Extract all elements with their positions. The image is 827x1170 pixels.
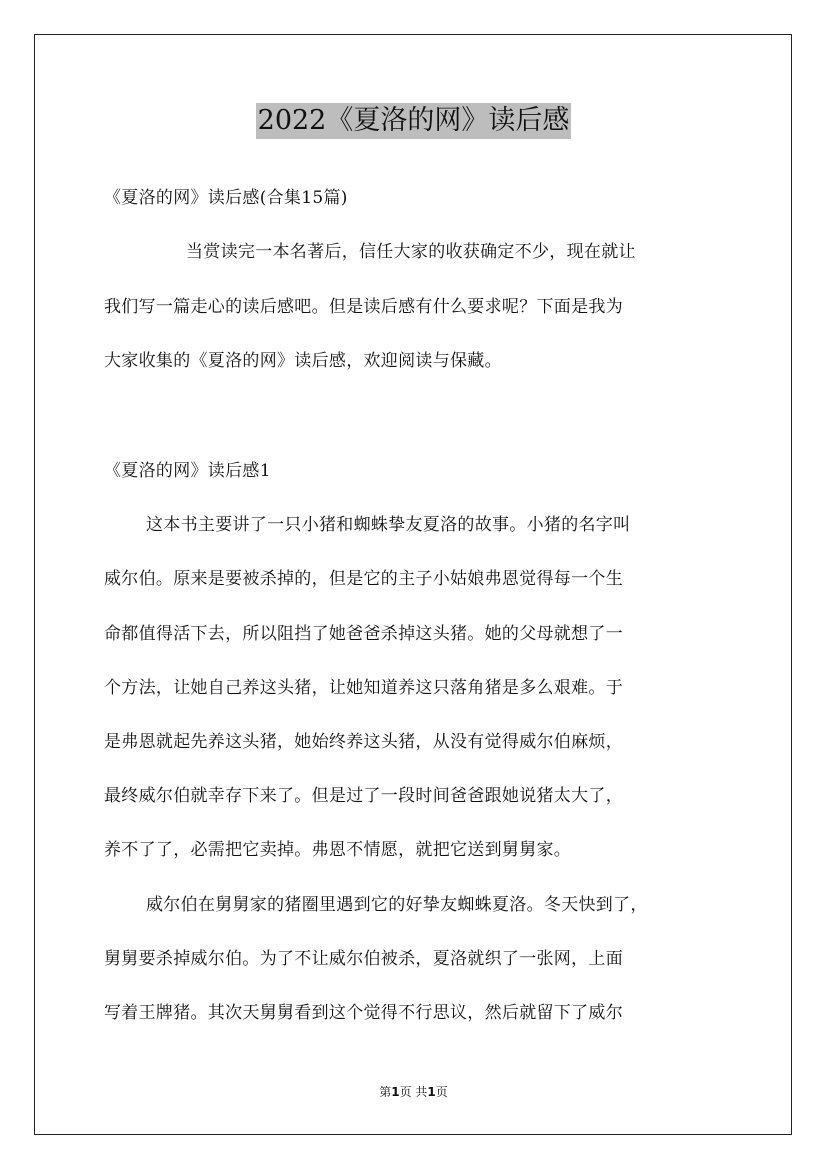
paragraph-line: 写着王牌猪。其次天舅舅看到这个觉得不行思议，然后就留下了威尔 [104,1003,623,1023]
intro-line: 我们写一篇走心的读后感吧。但是读后感有什么要求呢？下面是我为 [104,297,623,317]
paragraph-line: 是弗恩就起先养这头猪，她始终养这头猪，从没有觉得威尔伯麻烦， [104,732,623,752]
intro-line: 当赏读完一本名著后，信任大家的收获确定不少，现在就让 [186,242,636,262]
footer-page-total: 1 [427,1085,436,1099]
footer-page-current: 1 [391,1085,400,1099]
intro-line: 大家收集的《夏洛的网》读后感，欢迎阅读与保藏。 [104,351,502,371]
paragraph-line: 舅舅要杀掉威尔伯。为了不让威尔伯被杀，夏洛就织了一张网，上面 [104,949,623,969]
document-subtitle: 《夏洛的网》读后感(合集15篇) [104,188,348,208]
paragraph-line: 威尔伯。原来是要被杀掉的，但是它的主子小姑娘弗恩觉得每一个生 [104,569,623,589]
paragraph-line: 命都值得活下去，所以阻挡了她爸爸杀掉这头猪。她的父母就想了一 [104,624,623,644]
page-footer [0,1083,827,1100]
section-heading: 《夏洛的网》读后感1 [104,461,271,481]
paragraph-line: 威尔伯在舅舅家的猪圈里遇到它的好挚友蜘蛛夏洛。冬天快到了， [146,895,648,915]
paragraph-line: 这本书主要讲了一只小猪和蜘蛛挚友夏洛的故事。小猪的名字叫 [146,515,631,535]
footer-suffix: 页 [435,1085,448,1099]
paragraph-line: 养不了了，必需把它卖掉。弗恩不情愿，就把它送到舅舅家。 [104,840,572,860]
paragraph-line: 最终威尔伯就幸存下来了。但是过了一段时间爸爸跟她说猪太大了， [104,786,623,806]
paragraph-line: 个方法，让她自己养这头猪，让她知道养这只落角猪是多么艰难。于 [104,678,623,698]
title-block [0,103,827,139]
footer-mid: 页 共 [399,1085,428,1099]
document-title: 2022《夏洛的网》读后感 [256,103,572,139]
footer-prefix: 第 [379,1085,392,1099]
